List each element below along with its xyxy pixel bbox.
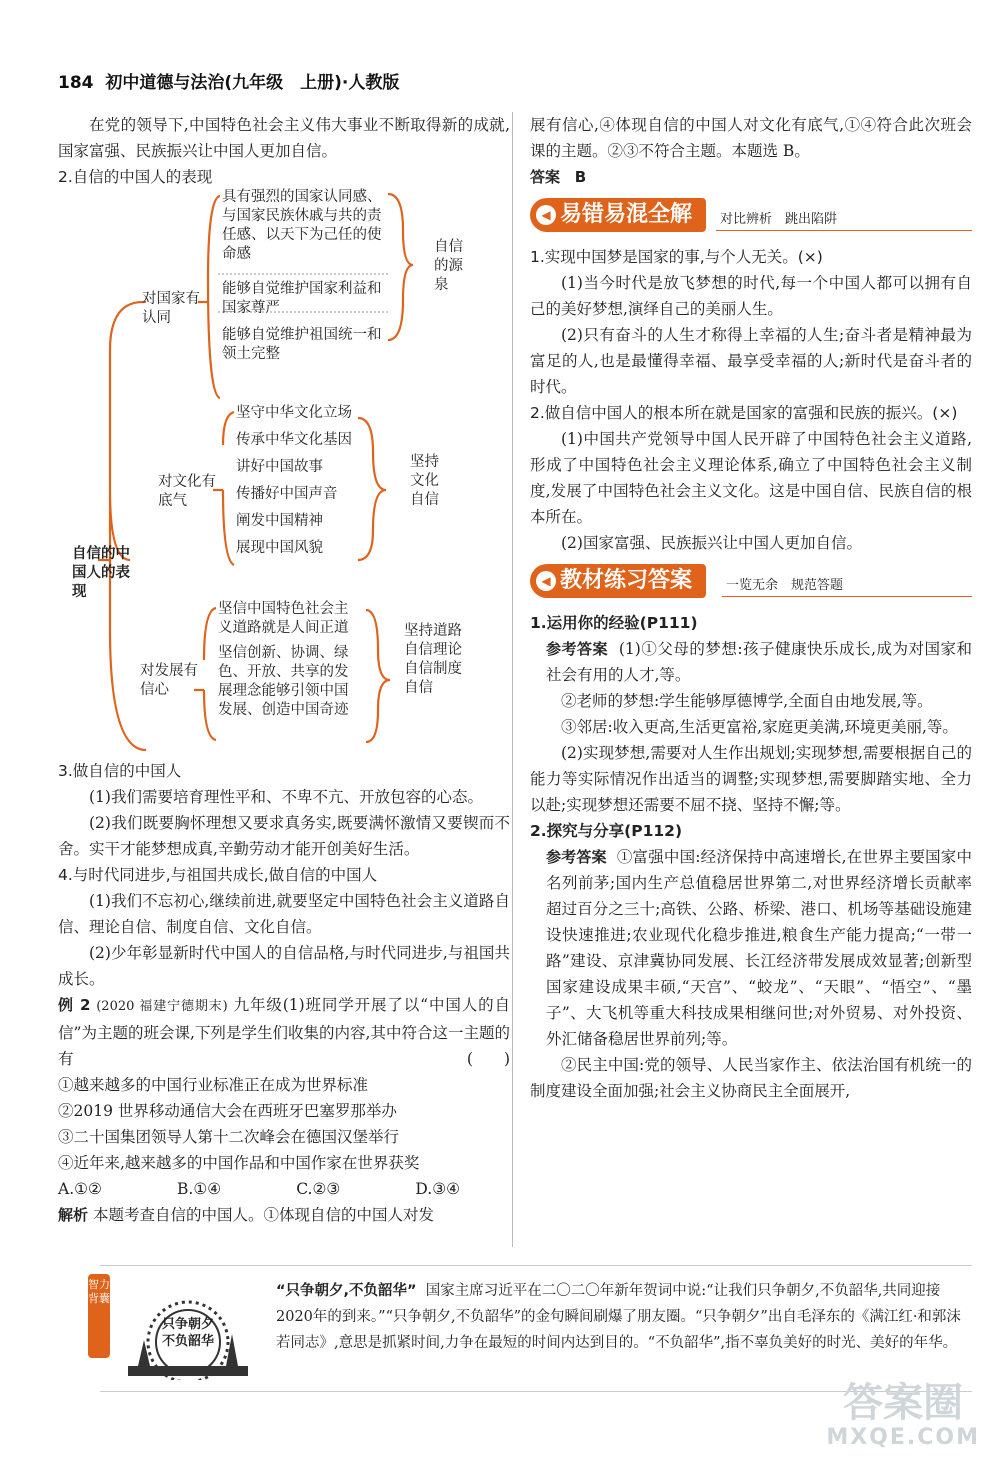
example-options: [58, 1176, 510, 1202]
banner-1-rule: [716, 230, 972, 231]
watermark-line-1: 答案圈: [843, 1380, 964, 1426]
banner-error-prone-sub: 对比辨析 跳出陷阱: [720, 212, 838, 227]
analysis-text: 本题考查自信的中国人。①体现自信的中国人对发: [92, 1206, 434, 1224]
option-c: C.②③: [296, 1180, 341, 1198]
map-root: 自信的中国人的表现: [72, 546, 130, 600]
footer-knowledge-box: [88, 1265, 972, 1392]
map-b2-item-3: 讲好中国故事: [236, 459, 323, 475]
analysis-label: 解析: [58, 1206, 89, 1224]
answer-line: [530, 164, 972, 190]
error-1-point-2: (2)只有奋斗的人生才称得上幸福的人生;奋斗者是精神最为富足的人,也是最懂得幸福、最享受幸福的人;新时代是奋斗者的时代。: [530, 326, 972, 396]
question-1-answer-3: ③邻居:收入更高,生活更富裕,家庭更美满,环境更美丽,等。: [561, 718, 958, 736]
watermark-line-2: MXQE.COM: [826, 1425, 980, 1450]
question-2-heading: 2.探究与分享(P112): [530, 822, 683, 840]
example-2: [58, 992, 510, 1072]
map-b3-item-1: 坚信中国特色社会主义道路就是人间正道: [218, 601, 349, 636]
map-b2-item-1: 坚守中华文化立场: [236, 405, 352, 421]
banner-error-prone-title: [530, 198, 706, 232]
root-brace: [98, 302, 146, 750]
question-1-heading: 1.运用你的经验(P111): [530, 614, 698, 632]
map-branch-2: 对文化有底气: [158, 474, 216, 509]
book-title: 初中道德与法治(九年级 上册)·人教版: [105, 73, 400, 93]
left-column: [58, 112, 510, 1228]
section-4-heading: 4.与时代同进步,与祖国共成长,做自信的中国人: [58, 866, 378, 884]
map-b2-result: 坚持文化自信: [410, 454, 439, 508]
right-column: [530, 112, 972, 1104]
analysis-continued: 展有信心,④体现自信的中国人对文化有底气,①④符合此次班会课的主题。②③不符合主题。本题选 B。: [530, 116, 972, 160]
error-2-point-1: (1)中国共产党领导中国人民开辟了中国特色社会主义道路,形成了中国特色社会主义理论体系,确立了中国特色社会主义制度,发展了中国特色社会主义文化。这是中国自信、民族自信的根本所在。: [530, 430, 972, 526]
brace-b1-res: [388, 194, 413, 340]
banner-2-title-text: 教材练习答案: [560, 568, 693, 593]
option-a: A.①②: [58, 1180, 102, 1198]
map-b3-item-2: 坚信创新、协调、绿色、开放、共享的发展理念能够引领中国发展、创造中国奇迹: [218, 645, 349, 718]
banner-textbook-answers-title: [530, 564, 706, 598]
section-3-point-2: (2)我们既要胸怀理想又要求真务实,既要满怀激情又要锲而不舍。实干才能梦想成真,辛勤劳动才能开创美好生活。: [58, 814, 510, 858]
page-header: [58, 68, 399, 93]
q2-answer-1-text: ①富强中国:经济保持中高速增长,在世界主要国家中名列前茅;国内生产总值稳居世界第二,对世界经济增长贡献率超过百分之三十;高铁、公路、桥梁、港口、机场等基础设施建设快速推进;农业现代化稳步推进,粮食生产能力提高;“一带一路”建设、京津冀协同发展、长江经济带发展成效显著;创新型国家建设成果丰硕,“天宫”、“蛟龙”、“天眼”、“悟空”、“墨子”、大飞机等重大科技成果相继问世;对外贸易、对外投资、外汇储备稳居世界前列;等。: [546, 848, 972, 1048]
map-b2-item-6: 展现中国风貌: [236, 540, 323, 556]
example-item-3: ③二十国集团领导人第十二次峰会在德国汉堡举行: [58, 1128, 400, 1146]
footer-title: “只争朝夕,不负韶华”: [276, 1283, 417, 1299]
answer-label: 答案: [530, 168, 561, 186]
example-answer-paren: ( ): [466, 1050, 510, 1068]
question-1-answer-1: [530, 636, 972, 688]
option-b: B.①④: [177, 1180, 222, 1198]
section-2-heading: 2.自信的中国人的表现: [58, 168, 213, 186]
page-number: 184: [58, 73, 94, 93]
footer-text: [276, 1278, 966, 1356]
column-divider: [512, 112, 513, 1247]
example-source: (2020 福建宁德期末): [96, 999, 228, 1014]
map-b1-item-2: 能够自觉维护国家利益和国家尊严: [222, 281, 382, 316]
question-2-answer-1: [530, 844, 972, 1052]
section-4-point-2: (2)少年彰显新时代中国人的自信品格,与时代同进步,与祖国共成长。: [58, 944, 510, 988]
map-branch-3: 对发展有信心: [140, 663, 198, 698]
art-line-1: 只争朝夕: [161, 1317, 214, 1332]
map-branch-1: 对国家有认同: [142, 291, 200, 326]
banner-error-prone: [530, 196, 972, 236]
reference-answer-label: 参考答案: [546, 640, 609, 658]
brace-b1: [198, 196, 220, 398]
banner-textbook-answers: [530, 562, 972, 602]
megaphone-icon: ◀: [536, 205, 556, 225]
banner-textbook-answers-sub: 一览无余 规范答题: [726, 578, 844, 593]
analysis: [58, 1202, 510, 1228]
section-4-point-1: (1)我们不忘初心,继续前进,就要坚定中国特色社会主义道路自信、理论自信、制度自信、文化自信。: [58, 892, 510, 936]
brace-b3-res: [366, 610, 390, 742]
intro-paragraph: 在党的领导下,中国特色社会主义伟大事业不断取得新的成就,国家富强、民族振兴让中国人更加自信。: [58, 116, 510, 160]
mind-map: [58, 189, 510, 718]
answer-value: B: [574, 168, 587, 186]
art-line-2: 不负韶华: [161, 1334, 214, 1349]
question-1-answer-4: (2)实现梦想,需要对人生作出规划;实现梦想,需要根据自己的能力等实际情况作出适当的调整;实现梦想,需要脚踏实地、全力以赴;实现梦想还需要不屈不挠、坚持不懈;等。: [530, 744, 972, 814]
map-b2-item-4: 传播好中国声音: [236, 486, 338, 502]
section-3-heading: 3.做自信的中国人: [58, 762, 182, 780]
q1-answer-1-text: (1)①父母的梦想:孩子健康快乐成长,成为对国家和社会有用的人才,等。: [546, 640, 972, 684]
map-b1-result: 自信的源泉: [434, 239, 463, 293]
footer-side-tab: 智力背囊: [88, 1274, 110, 1358]
map-b1-item-1: 具有强烈的国家认同感、与国家民族休戚与共的责任感、以天下为己任的使命感: [222, 189, 382, 262]
error-item-2: 2.做自信中国人的根本所在就是国家的富强和民族的振兴。(×): [530, 404, 958, 422]
map-b2-item-2: 传承中华文化基因: [236, 432, 352, 448]
footer-body: 国家主席习近平在二〇二〇年新年贺词中说:“让我们只争朝夕,不负韶华,共同迎接2020年的到来。”“只争朝夕,不负韶华”的金句瞬间刷爆了朋友圈。“只争朝夕”出自毛泽东的《满江红·和郭沫若同志》,意思是抓紧时间,力争在最短的时间内达到目的。“不负韶华”,指不辜负美好的时光、美好的年华。: [276, 1283, 961, 1351]
map-b3-result: 坚持道路自信理论自信制度自信: [404, 623, 462, 696]
banner-2-rule: [722, 596, 972, 597]
question-2-answer-2: ②民主中国:党的领导、人民当家作主、依法治国有机统一的制度建设全面加强;社会主义协商民主全面展开,: [530, 1056, 972, 1100]
example-item-1: ①越来越多的中国行业标准正在成为世界标准: [58, 1076, 369, 1094]
banner-1-title-text: 易错易混全解: [560, 202, 693, 227]
option-d: D.③④: [415, 1180, 460, 1198]
error-1-point-1: (1)当今时代是放飞梦想的时代,每一个中国人都可以拥有自己的美好梦想,演绎自己的美丽人生。: [530, 274, 972, 318]
section-3-point-1: (1)我们需要培育理性平和、不卑不亢、开放包容的心态。: [89, 788, 483, 806]
example-label: 例 2: [58, 996, 91, 1014]
brace-b2: [213, 412, 234, 565]
watermark: [826, 1381, 980, 1450]
error-2-point-2: (2)国家富强、民族振兴让中国人更加自信。: [561, 534, 862, 552]
example-item-2: ②2019 世界移动通信大会在西班牙巴塞罗那举办: [58, 1102, 397, 1120]
reference-answer-label-2: 参考答案: [546, 848, 607, 866]
example-text: 九年级(1)班同学开展了以“中国人的自信”为主题的班会课,下列是学生们收集的内容,其中符合这一主题的有: [58, 996, 510, 1068]
question-1-answer-2: ②老师的梦想:学生能够厚德博学,全面自由地发展,等。: [561, 692, 933, 710]
megaphone-icon: ◀: [536, 571, 556, 591]
calligraphy-illustration: [118, 1280, 258, 1380]
example-item-4: ④近年来,越来越多的中国作品和中国作家在世界获奖: [58, 1154, 420, 1172]
map-b2-item-5: 阐发中国精神: [236, 513, 323, 529]
map-b1-item-3: 能够自觉维护祖国统一和领土完整: [222, 327, 382, 362]
error-item-1: 1.实现中国梦是国家的事,与个人无关。(×): [530, 248, 823, 266]
